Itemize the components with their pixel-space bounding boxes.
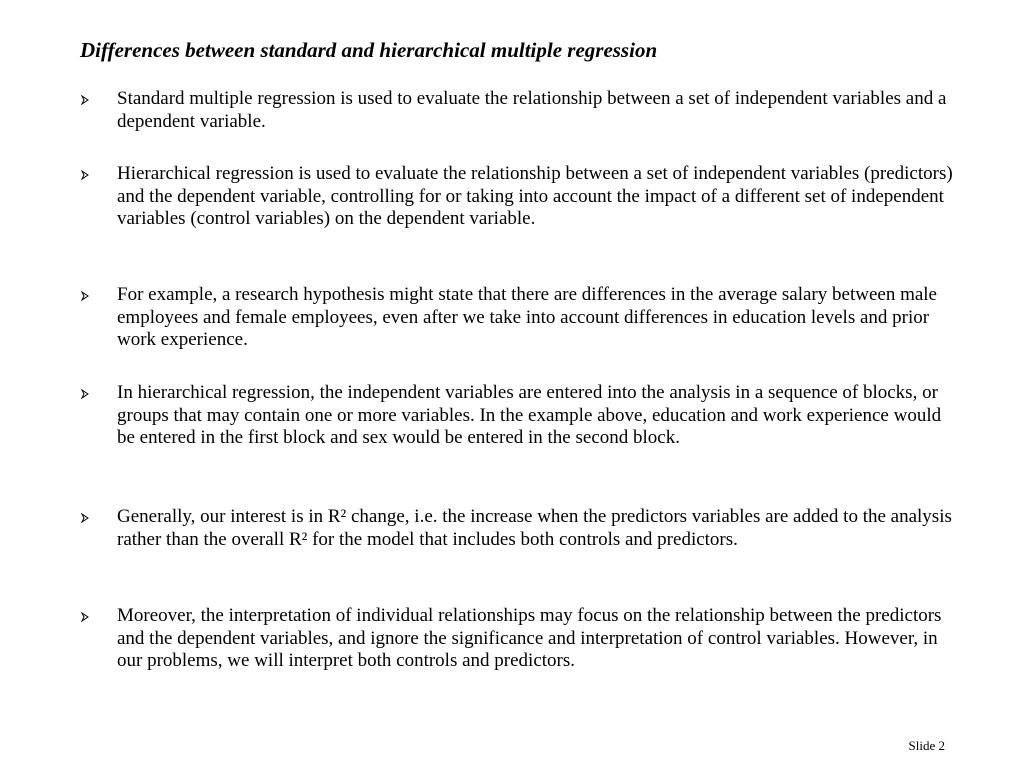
arrowhead-bullet-icon [80, 291, 90, 301]
arrowhead-bullet-icon [80, 513, 90, 523]
slide-title: Differences between standard and hierarchical multiple regression [80, 38, 658, 62]
bullet-text: For example, a research hypothesis might state that there are differences in the average salary between male employees and female employees, even after we take into account differences in education levels and prior work experience. [117, 284, 937, 350]
bullet-text: Generally, our interest is in R² change, i.e. the increase when the predictors variables are added to the analysis rather than the overall R² for the model that includes both controls and predictors. [117, 506, 952, 550]
slide-number: Slide 2 [908, 738, 945, 753]
arrowhead-bullet-icon [80, 95, 90, 105]
bullet-text: Standard multiple regression is used to evaluate the relationship between a set of independent variables and a dependent variable. [117, 88, 947, 132]
arrowhead-bullet-icon [80, 612, 90, 622]
arrowhead-bullet-icon [80, 389, 90, 399]
bullet-text: Hierarchical regression is used to evaluate the relationship between a set of independent variables (predictors) and the dependent variable, controlling for or taking into account the impact of a different set of independent variables (control variables) on the dependent variable. [117, 163, 953, 229]
arrowhead-bullet-icon [80, 170, 90, 180]
bullet-text: Moreover, the interpretation of individual relationships may focus on the relationship between the predictors and the dependent variables, and ignore the significance and interpretation of control variables. However, in our problems, we will interpret both controls and predictors. [117, 605, 942, 671]
bullet-text: In hierarchical regression, the independent variables are entered into the analysis in a sequence of blocks, or groups that may contain one or more variables. In the example above, education and work experience would be entered in the first block and sex would be entered in the second block. [117, 382, 942, 448]
